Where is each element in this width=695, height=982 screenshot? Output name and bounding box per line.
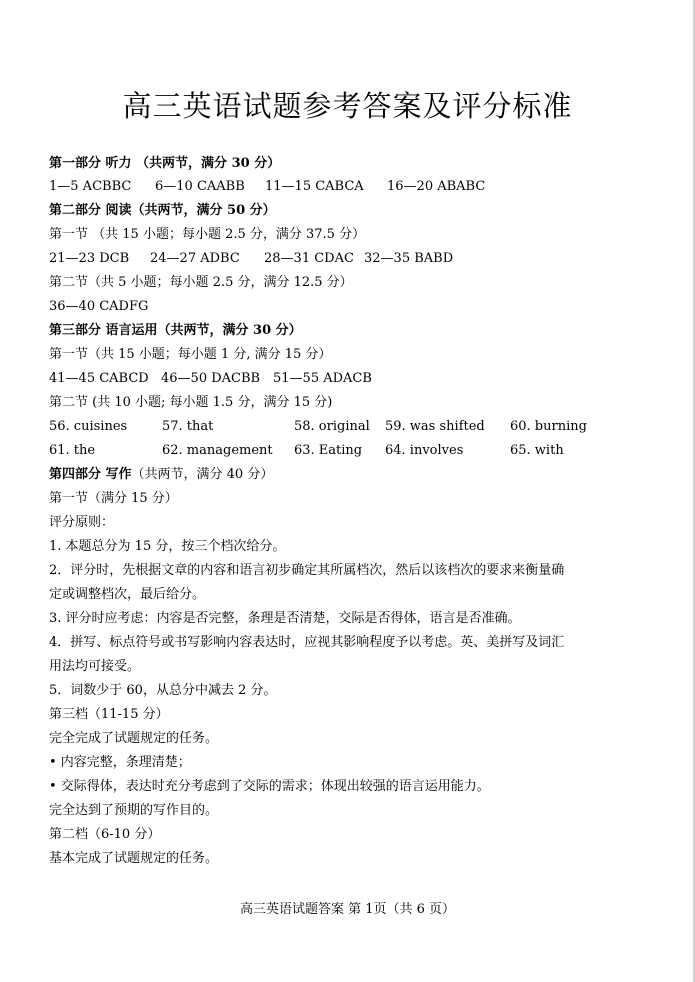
- tier3-bullet: • 交际得体，表达时充分考虑到了交际的需求；体现出较强的语言运用能力。: [49, 779, 490, 794]
- answer-item: 59. was shifted: [385, 419, 485, 434]
- answer-group: 46—50 DACBB: [161, 371, 261, 386]
- principles-title: 评分原则：: [49, 515, 115, 530]
- answer-item: 58. original: [294, 419, 370, 434]
- answer-item: 61. the: [49, 443, 96, 458]
- page-footer: 高三英语试题答案 第 1页（共 6 页）: [239, 902, 456, 917]
- answer-item: 64. involves: [385, 443, 464, 458]
- answer-item: 56. cuisines: [49, 419, 128, 434]
- tier2-line: 基本完成了试题规定的任务。: [49, 851, 219, 866]
- principle-3: 3. 评分时应考虑：内容是否完整，条理是否清楚，交际是否得体，语言是否准确。: [49, 611, 521, 626]
- tier3-line: 完全完成了试题规定的任务。: [49, 731, 219, 746]
- principle-2-cont: 定或调整档次，最后给分。: [49, 587, 206, 602]
- answer-item: 60. burning: [510, 419, 587, 434]
- principle-5: 5．词数少于 60，从总分中减去 2 分。: [49, 683, 277, 698]
- answer-group: 1—5 ACBBC: [49, 179, 132, 194]
- tier3-line: 完全达到了预期的写作目的。: [49, 803, 219, 818]
- answer-group: 24—27 ADBC: [150, 251, 240, 266]
- part2-section2: 第二节（共 5 小题；每小题 2.5 分，满分 12.5 分）: [49, 275, 353, 290]
- answer-item: 62. management: [162, 443, 273, 458]
- part4-section1: 第一节（满分 15 分）: [49, 491, 178, 506]
- part4-heading-rest: （共两节，满分 40 分）: [131, 467, 274, 482]
- answer-item: 65. with: [510, 443, 564, 458]
- answer-group: 41—45 CABCD: [49, 371, 149, 386]
- answer-group: 32—35 BABD: [364, 251, 454, 266]
- answer-item: 57. that: [162, 419, 214, 434]
- part2-section1: 第一节 （共 15 小题；每小题 2.5 分，满分 37.5 分）: [49, 227, 366, 242]
- part3-section1: 第一节（共 15 小题；每小题 1 分, 满分 15 分）: [49, 347, 332, 362]
- part3-heading: 第三部分 语言运用（共两节，满分 30 分）: [49, 323, 302, 338]
- answer-group: 11—15 CABCA: [265, 179, 364, 194]
- answer-group: 6—10 CAABB: [155, 179, 245, 194]
- principle-4: 4．拼写、标点符号或书写影响内容表达时，应视其影响程度予以考虑。英、美拼写及词汇: [49, 635, 565, 650]
- part3-section2: 第二节 (共 10 小题; 每小题 1.5 分，满分 15 分): [49, 395, 333, 410]
- answer-group: 36—40 CADFG: [49, 299, 149, 314]
- answer-group: 51—55 ADACB: [273, 371, 372, 386]
- part1-heading: 第一部分 听力 （共两节，满分 30 分）: [49, 156, 281, 171]
- answer-group: 28—31 CDAC: [264, 251, 354, 266]
- answer-group: 16—20 ABABC: [387, 179, 486, 194]
- answer-group: 21—23 DCB: [49, 251, 130, 266]
- tier2-heading: 第二档（6-10 分）: [49, 827, 161, 842]
- tier3-heading: 第三档（11-15 分）: [49, 707, 169, 722]
- principle-1: 1. 本题总分为 15 分，按三个档次给分。: [49, 539, 286, 554]
- part2-heading: 第二部分 阅读（共两节，满分 50 分）: [49, 203, 276, 218]
- part4-heading-bold: 第四部分 写作: [49, 467, 132, 482]
- principle-2: 2．评分时，先根据文章的内容和语言初步确定其所属档次，然后以该档次的要求来衡量确: [49, 563, 565, 578]
- principle-4-cont: 用法均可接受。: [49, 659, 141, 674]
- part4-heading: [49, 466, 273, 484]
- tier3-bullet: • 内容完整，条理清楚；: [49, 755, 191, 770]
- answer-item: 63. Eating: [294, 443, 363, 458]
- page-title: 高三英语试题参考答案及评分标准: [122, 89, 573, 123]
